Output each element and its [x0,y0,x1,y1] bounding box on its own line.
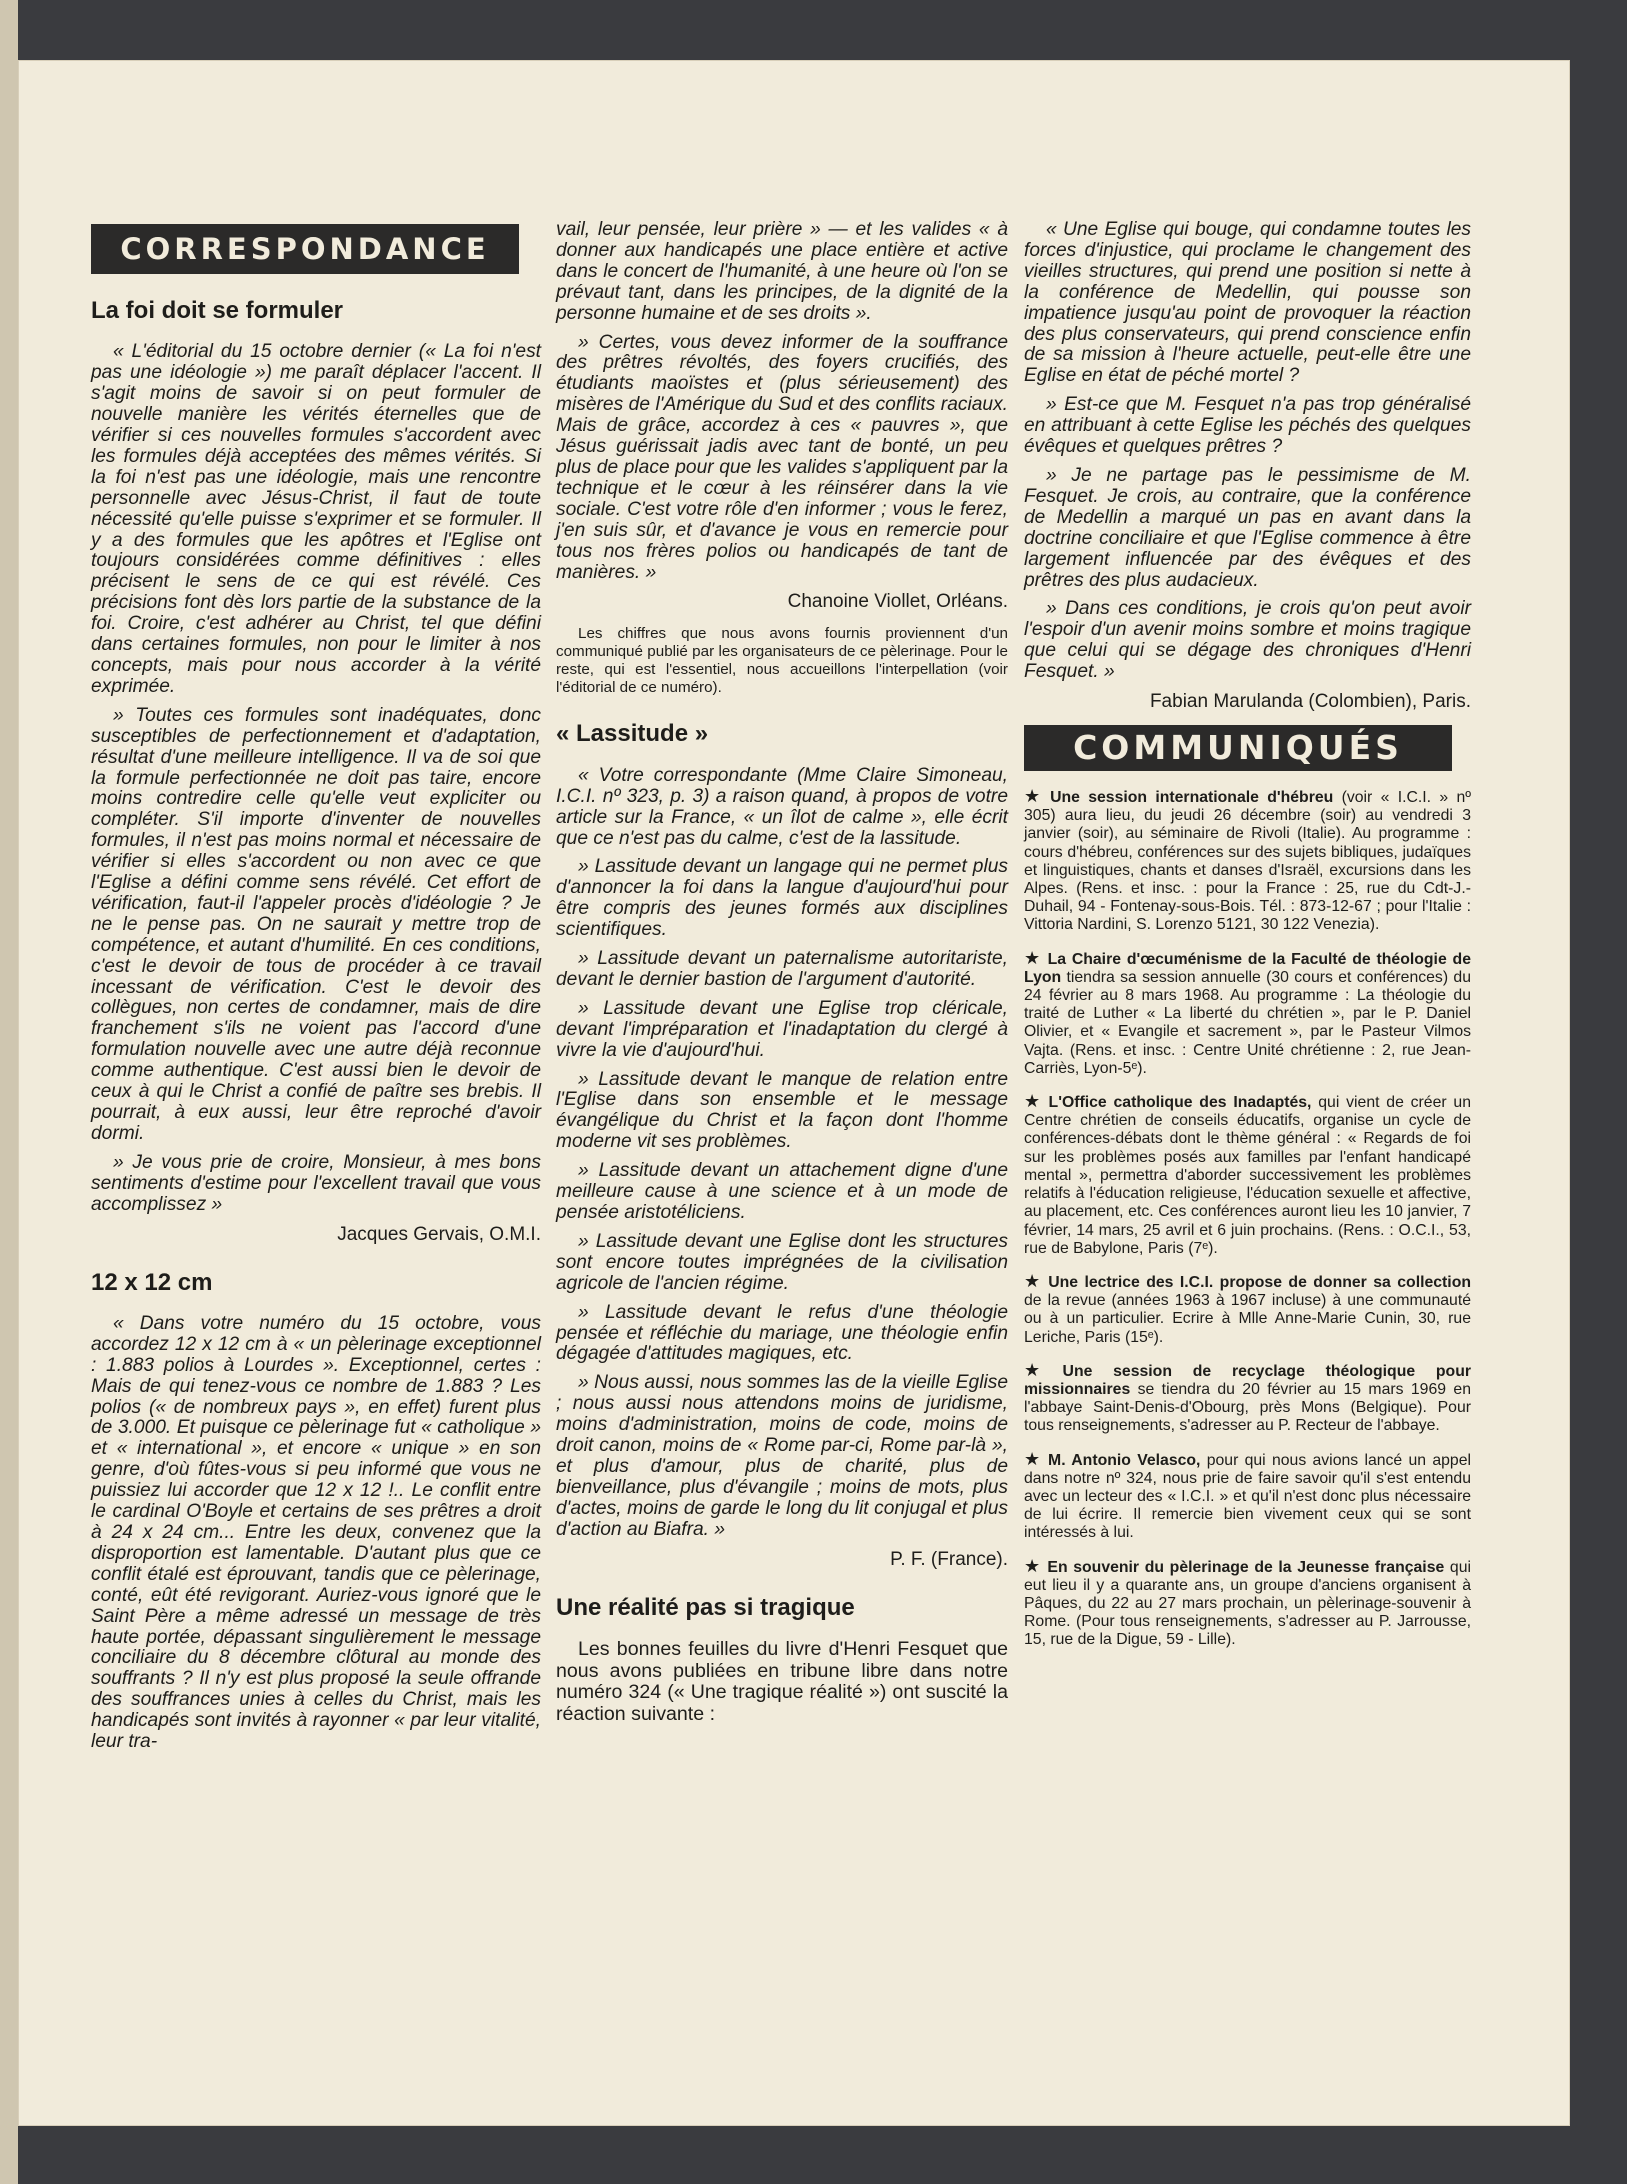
communique-lead: Une session internationale d'hébreu [1050,789,1334,807]
star-icon: ★ [1024,1270,1043,1291]
communique-text: se tiendra du 20 février au 15 mars 1969 en l'abbaye Saint-Denis-d'Obourg, près Mons (Belgique). Pour tous renseignements, s'adresser au P. Recteur de l'abbaye. [1024,1380,1471,1435]
letter-foi [91,342,541,1215]
communique-item [1024,1092,1471,1258]
paragraph: » Lassitude devant un langage qui ne permet plus d'annoncer la foi dans la langue d'aujourd'hui pour être compris des jeunes formés aux disciplines scientifiques. [556,856,1008,941]
communique-text: (voir « I.C.I. » nº 305) aura lieu, du jeudi 26 décembre (soir) au vendredi 3 janvier (soir), au séminaire de Rivoli (Italie). Au programme : cours d'hébreu, conférences sur des sujets bibliques, judaïques et linguistiques, chants et danses d'Israël, excursions dans les Alpes. (Rens. et insc. : pour la France : 25, rue du Cdt-J.-Duhail, 94 - Fontenay-sous-Bois. Tél. : 873-12-67 ; pour l'Italie : Vittoria Nardini, S. Lorenzo 5121, 30 122 Venezia). [1024,789,1472,934]
signature-viollet: Chanoine Viollet, Orléans. [787,591,1008,613]
communique-lead: L'Office catholique des Inadaptés, [1048,1094,1312,1112]
communique-text: pour qui nous avions lancé un appel dans notre nº 324, nous prie de faire savoir qu'il s'est entendu avec un lecteur des « I.C.I. » et qu'il n'est donc plus nécessaire de lui écrire. Il remercie bien vivement ceux qui se sont intéressés à lui. [1024,1451,1471,1542]
paragraph: » Dans ces conditions, je crois qu'on peut avoir l'espoir d'un avenir moins sombre et moins tragique que celui qui se dégage des chroniques d'Henri Fesquet. » [1024,598,1471,683]
signature-marulanda: Fabian Marulanda (Colombien), Paris. [1149,691,1471,713]
communique-item [1024,1361,1471,1436]
paragraph: » Je vous prie de croire, Monsieur, à mes bons sentiments d'estime pour l'excellent travail que vous accomplissez » [91,1151,541,1215]
correspondance-banner: CORRESPONDANCE [91,224,519,274]
communiques-list [1024,787,1471,1650]
paragraph: » Certes, vous devez informer de la souffrance des prêtres révoltés, des foyers crucifiés, des étudiants maoïstes et (plus sérieusement) des misères de l'Amérique du Sud et des conflits raciaux. Mais de grâce, accordez à ces « pauvres », que Jésus guérissait jadis avec tant de bonté, un peu plus de place pour que les valides s'appliquent par la technique et le cœur à les réinsérer dans la vie sociale. C'est votre rôle d'en informer ; vous le ferez, j'en suis sûr, et d'avance je vous en remercie pour tous nos frères polios ou handicapés de tant de manières. » [556,331,1008,583]
star-icon: ★ [1024,1448,1043,1469]
paragraph: » Toutes ces formules sont inadéquates, donc susceptibles de perfectionnement et d'adaptation, résultat d'une meilleure intelligence. Il va de soi que la formule perfectionnée ne doit pas taire, encore moins contredire celle qu'elle veut expliciter ou compléter. S'il importe d'inventer de nouvelles formules, il n'est pas moins normal et nécessaire de vérifier si elles s'accordent ou non avec ce que l'Eglise a défini comme sens révélé. Cet effort de vérification, faut-il l'appeler procès d'idéologie ? Je ne le pense pas. On ne saurait y mettre trop de compétence, et autant d'humilité. En ces conditions, c'est le devoir de tous de procéder à ce travail incessant de vérification. C'est le devoir des collègues, non certes de condamner, mais de dire franchement s'ils ne voient pas l'accord d'une formulation nouvelle avec une autre déjà reconnue comme authentique. C'est aussi bien le devoir de ceux à qui le Christ a confié de paître ses brebis. Il pourrait, à eux aussi, leur être reproché d'avoir dormi. [91,704,541,1144]
paragraph: » Lassitude devant un paternalisme autoritariste, devant le dernier bastion de l'argument d'autorité. [556,948,1008,990]
paragraph: » Lassitude devant un attachement digne d'une meilleure cause à une science et à un mode de pensée aristotéliciens. [556,1160,1008,1224]
communique-lead: M. Antonio Velasco, [1048,1451,1201,1469]
paragraph: « Votre correspondante (Mme Claire Simoneau, I.C.I. nº 323, p. 3) a raison quand, à propos de votre article sur la France, « un îlot de calme », elle écrit que ce n'est pas du calme, c'est de la lassitude. [556,764,1008,849]
communique-item [1024,949,1471,1078]
star-icon: ★ [1024,1091,1043,1112]
paragraph: « L'éditorial du 15 octobre dernier (« La foi n'est pas une idéologie ») me paraît déplacer l'accent. Il s'agit moins de savoir si on peut formuler de nouvelle manière les vérités éternelles que de vérifier si ces nouvelles formules s'accordent avec les formules déjà acceptées des mêmes vérités. Si la foi n'est pas une idéologie, mais une rencontre personnelle avec Jésus-Christ, il faut de toute nécessité qu'elle puisse s'exprimer et se formuler. Il y a des formules que les apôtres et l'Eglise ont toujours considérées comme définitives : elles précisent le sens de ce qui est révélé. Ces précisions font dès lors partie de la substance de la foi. Croire, c'est adhérer au Christ, tel que défini dans certaines formules, non pour le limiter à nos concepts, mais pour nous accorder à la vérité exprimée. [91,341,541,697]
communique-item [1024,787,1471,935]
communique-text: tiendra sa session annuelle (30 cours et conférences) du 24 février au 8 mars 1968. Au programme : La théologie du traité de Luther « La liberté du chrétien », par le P. Daniel Olivier, et « Evangile et sacrement », par le Pasteur Vilmos Vajta. (Rens. et insc. : Centre Unité chrétienne : 2, rue Jean-Carriès, Lyon-5ᵉ). [1024,968,1471,1077]
paragraph: » Je ne partage pas le pessimisme de M. Fesquet. Je crois, au contraire, que la conférence de Medellin a marqué un pas en avant dans la doctrine conciliaire et que l'Eglise commence à être largement influencée par des évêques et des prêtres des plus audacieux. [1024,464,1471,591]
letter-realite-continued [1024,220,1471,683]
communique-item [1024,1557,1471,1650]
letter-12x12-continued [556,220,1008,583]
section-title-realite: Une réalité pas si tragique [556,1593,855,1621]
communique-item [1024,1450,1471,1543]
communique-lead: En souvenir du pèlerinage de la Jeunesse française [1047,1558,1445,1576]
paragraph: » Lassitude devant le manque de relation entre l'Eglise dans son ensemble et le message évangélique du Christ et la façon dont l'homme moderne vit ses problèmes. [556,1068,1008,1153]
paragraph: « Dans votre numéro du 15 octobre, vous accordez 12 x 12 cm à « un pèlerinage exceptionnel : 1.883 polios à Lourdes ». Exceptionnel, certes : Mais de qui tenez-vous ce nombre de 1.883 ? Les polios (« de nombreux pays », en effet) furent plus de 3.000. Et puisque ce pèlerinage fut « catholique » et « international », et encore « unique » en son genre, d'où fûtes-vous si peu informé que vous ne puissiez lui accorder que 12 x 12 !.. Le conflit entre le cardinal O'Boyle et certains de ses prêtres a droit à 24 x 24 cm... Entre les deux, convenez que la disproportion est lamentable. D'autant plus que ce conflit étalé est éprouvant, tandis que ce pèlerinage, conté, eût été revigorant. Auriez-vous ignoré que le Saint Père a même adressé un message de très haute portée, dépassant singulièrement le message conciliaire du 8 décembre clôtural au monde des souffrants ? Il n'y est plus proposé la seule offrande des souffrances unies à celles du Christ, mais les handicapés sont invités à rayonner « par leur vitalité, leur tra- [91,1312,541,1753]
star-icon: ★ [1024,1555,1042,1576]
paragraph: vail, leur pensée, leur prière » — et les valides « à donner aux handicapés une place entière et active dans le concert de l'humanité, à une heure où l'on se prévaut tant, dans les principes, de la dignité de la personne humaine et de ses droits ». [556,219,1008,324]
communique-text: de la revue (années 1963 à 1967 incluse) à une communauté ou à un particulier. Ecrire à Mlle Anne-Marie Cunin, 30, rue Leriche, Paris (15ᵉ). [1024,1292,1471,1346]
section-title-lassitude: « Lassitude » [556,720,709,748]
paragraph: » Nous aussi, nous sommes las de la vieille Eglise ; nous aussi nous attendons moins de juridisme, moins d'administration, moins de code, moins de droit canon, moins de « Rome par-ci, Rome par-là », et plus d'amour, plus de charité, plus de bienveillance, plus d'évangile ; moins de mots, plus d'actes, moins de garde le long du lit conjugal et plus d'action au Biafra. » [556,1372,1008,1540]
signature-gervais: Jacques Gervais, O.M.I. [337,1223,541,1245]
section-title-12x12: 12 x 12 cm [91,1268,213,1296]
paragraph: » Lassitude devant une Eglise trop cléricale, devant l'impréparation et l'inadaptation du clergé à vivre la vie d'aujourd'hui. [556,997,1008,1061]
paragraph: » Lassitude devant le refus d'une théologie pensée et réfléchie du mariage, une théologie enfin dégagée d'attitudes magiques, etc. [556,1301,1008,1365]
communiques-banner: COMMUNIQUÉS [1024,725,1452,771]
communique-text: qui vient de créer un Centre chrétien de conseils éducatifs, organise un cycle de conférences-débats dont le thème général : « Regards de foi sur les problèmes posés aux familles par l'enfant handicapé mental », permettra d'aborder successivement les problèmes relatifs à l'éducation religieuse, l'éducation sexuelle et affective, au placement, etc. Ces conférences auront lieu les 10 janvier, 7 février, 14 mars, 25 avril et 6 juin prochains. (Rens. : O.C.I., 53, rue de Babylone, Paris (7ᵉ). [1024,1094,1472,1257]
paragraph: « Une Eglise qui bouge, qui condamne toutes les forces d'injustice, qui proclame le changement des vieilles structures, qui prend une position si nette à la conférence de Medellin, qui pousse son impatience jusqu'au point de provoquer la réaction des plus conservateurs, qui prend conscience enfin de sa mission à l'heure actuelle, peut-elle être une Eglise en état de péché mortel ? [1024,219,1471,387]
book-spine [0,0,18,2184]
star-icon: ★ [1024,786,1045,807]
magazine-page [18,60,1570,2126]
letter-lassitude [556,766,1008,1541]
communique-item [1024,1272,1471,1347]
communique-text: qui eut lieu il y a quarante ans, un groupe d'anciens organisent à Pâques, du 22 au 27 mars prochain, un pèlerinage-souvenir à Rome. (Pour tous renseignements, s'adresser au P. Jarrousse, 15, rue de la Digue, 59 - Lille). [1024,1558,1471,1649]
paragraph: Les bonnes feuilles du livre d'Henri Fesquet que nous avons publiées en tribune libre dans notre numéro 324 (« Une tragique réalité ») ont suscité la réaction suivante : [556,1638,1008,1725]
column-middle [556,220,1008,1725]
communique-lead: Une lectrice des I.C.I. propose de donner sa collection [1048,1273,1471,1291]
letter-12x12 [91,1314,541,1753]
communique-lead: Une session de recyclage théologique pour missionnaires [1024,1362,1471,1398]
editor-note: Les chiffres que nous avons fournis proviennent d'un communiqué publié par les organisateurs de ce pèlerinage. Pour le reste, qui est l'essentiel, nous accueillons l'interpellation (voir l'éditorial de ce numéro). [556,625,1008,697]
paragraph: » Lassitude devant une Eglise dont les structures sont encore toutes imprégnées de la civilisation agricole de l'ancien régime. [556,1230,1008,1294]
star-icon: ★ [1024,1359,1057,1380]
intro-realite [556,1639,1008,1725]
column-left [91,224,541,1761]
section-title-foi: La foi doit se formuler [91,297,344,324]
communique-lead: La Chaire d'œcuménisme de la Faculté de théologie de Lyon [1024,950,1471,986]
column-right [1024,220,1471,1664]
signature-pf: P. F. (France). [890,1548,1008,1570]
star-icon: ★ [1024,947,1042,968]
paragraph: » Est-ce que M. Fesquet n'a pas trop généralisé en attribuant à cette Eglise les péchés des quelques évêques et quelques prêtres ? [1024,394,1471,458]
